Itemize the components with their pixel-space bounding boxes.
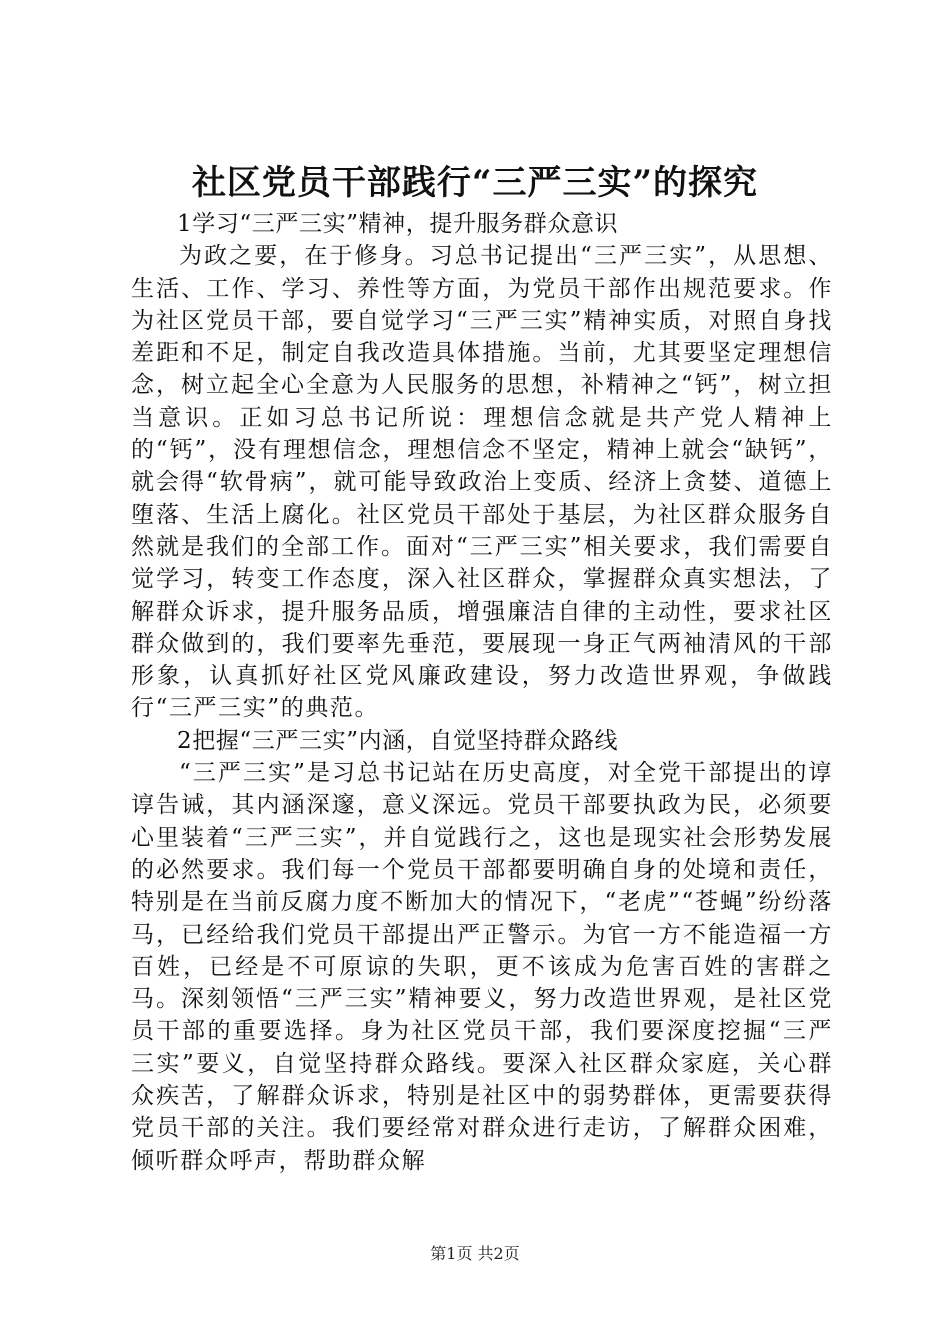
section-paragraph-1: 为政之要，在于修身。习总书记提出“三严三实”，从思想、生活、工作、学习、养性等方面，为党员干部作出规范要求。作为社区党员干部，要自觉学习“三严三实”精神实质，对照自身找差距和不足，制定自我改造具体措施。当前，尤其要坚定理想信念，树立起全心全意为人民服务的思想，补精神之“钙”，树立担当意识。正如习总书记所说：理想信念就是共产党人精神上的“钙”，没有理想信念，理想信念不坚定，精神上就会“缺钙”，就会得“软骨病”，就可能导致政治上变质、经济上贪婪、道德上堕落、生活上腐化。社区党员干部处于基层，为社区群众服务自然就是我们的全部工作。面对“三严三实”相关要求，我们需要自觉学习，转变工作态度，深入社区群众，掌握群众真实想法，了解群众诉求，提升服务品质，增强廉洁自律的主动性，要求社区群众做到的，我们要率先垂范，要展现一身正气两袖清风的干部形象，认真抓好社区党风廉政建设，努力改造世界观，争做践行“三严三实”的典范。 (131, 243, 833, 722)
document-title: 社区党员干部践行“三严三实”的探究 (191, 163, 759, 203)
document-body (131, 208, 833, 1177)
section-heading-2: 2把握“三严三实”内涵，自觉坚持群众路线 (177, 727, 619, 754)
section-heading-1: 1学习“三严三实”精神，提升服务群众意识 (177, 211, 619, 237)
page-footer: 第1页 共2页 (430, 1244, 520, 1263)
section-paragraph-2: “三严三实”是习总书记站在历史高度，对全党干部提出的谆谆告诫，其内涵深邃，意义深远。党员干部要执政为民，必须要心里装着“三严三实”，并自觉践行之，这也是现实社会形势发展的必然要求。我们每一个党员干部都要明确自身的处境和责任，特别是在当前反腐力度不断加大的情况下，“老虎”“苍蝇”纷纷落马，已经给我们党员干部提出严正警示。为官一方不能造福一方百姓，已经是不可原谅的失职，更不该成为危害百姓的害群之马。深刻领悟“三严三实”精神要义，努力改造世界观，是社区党员干部的重要选择。身为社区党员干部，我们要深度挖掘“三严三实”要义，自觉坚持群众路线。要深入社区群众家庭，关心群众疾苦，了解群众诉求，特别是社区中的弱势群体，更需要获得党员干部的关注。我们要经常对群众进行走访，了解群众困难，倾听群众呼声，帮助群众解 (131, 760, 833, 1174)
